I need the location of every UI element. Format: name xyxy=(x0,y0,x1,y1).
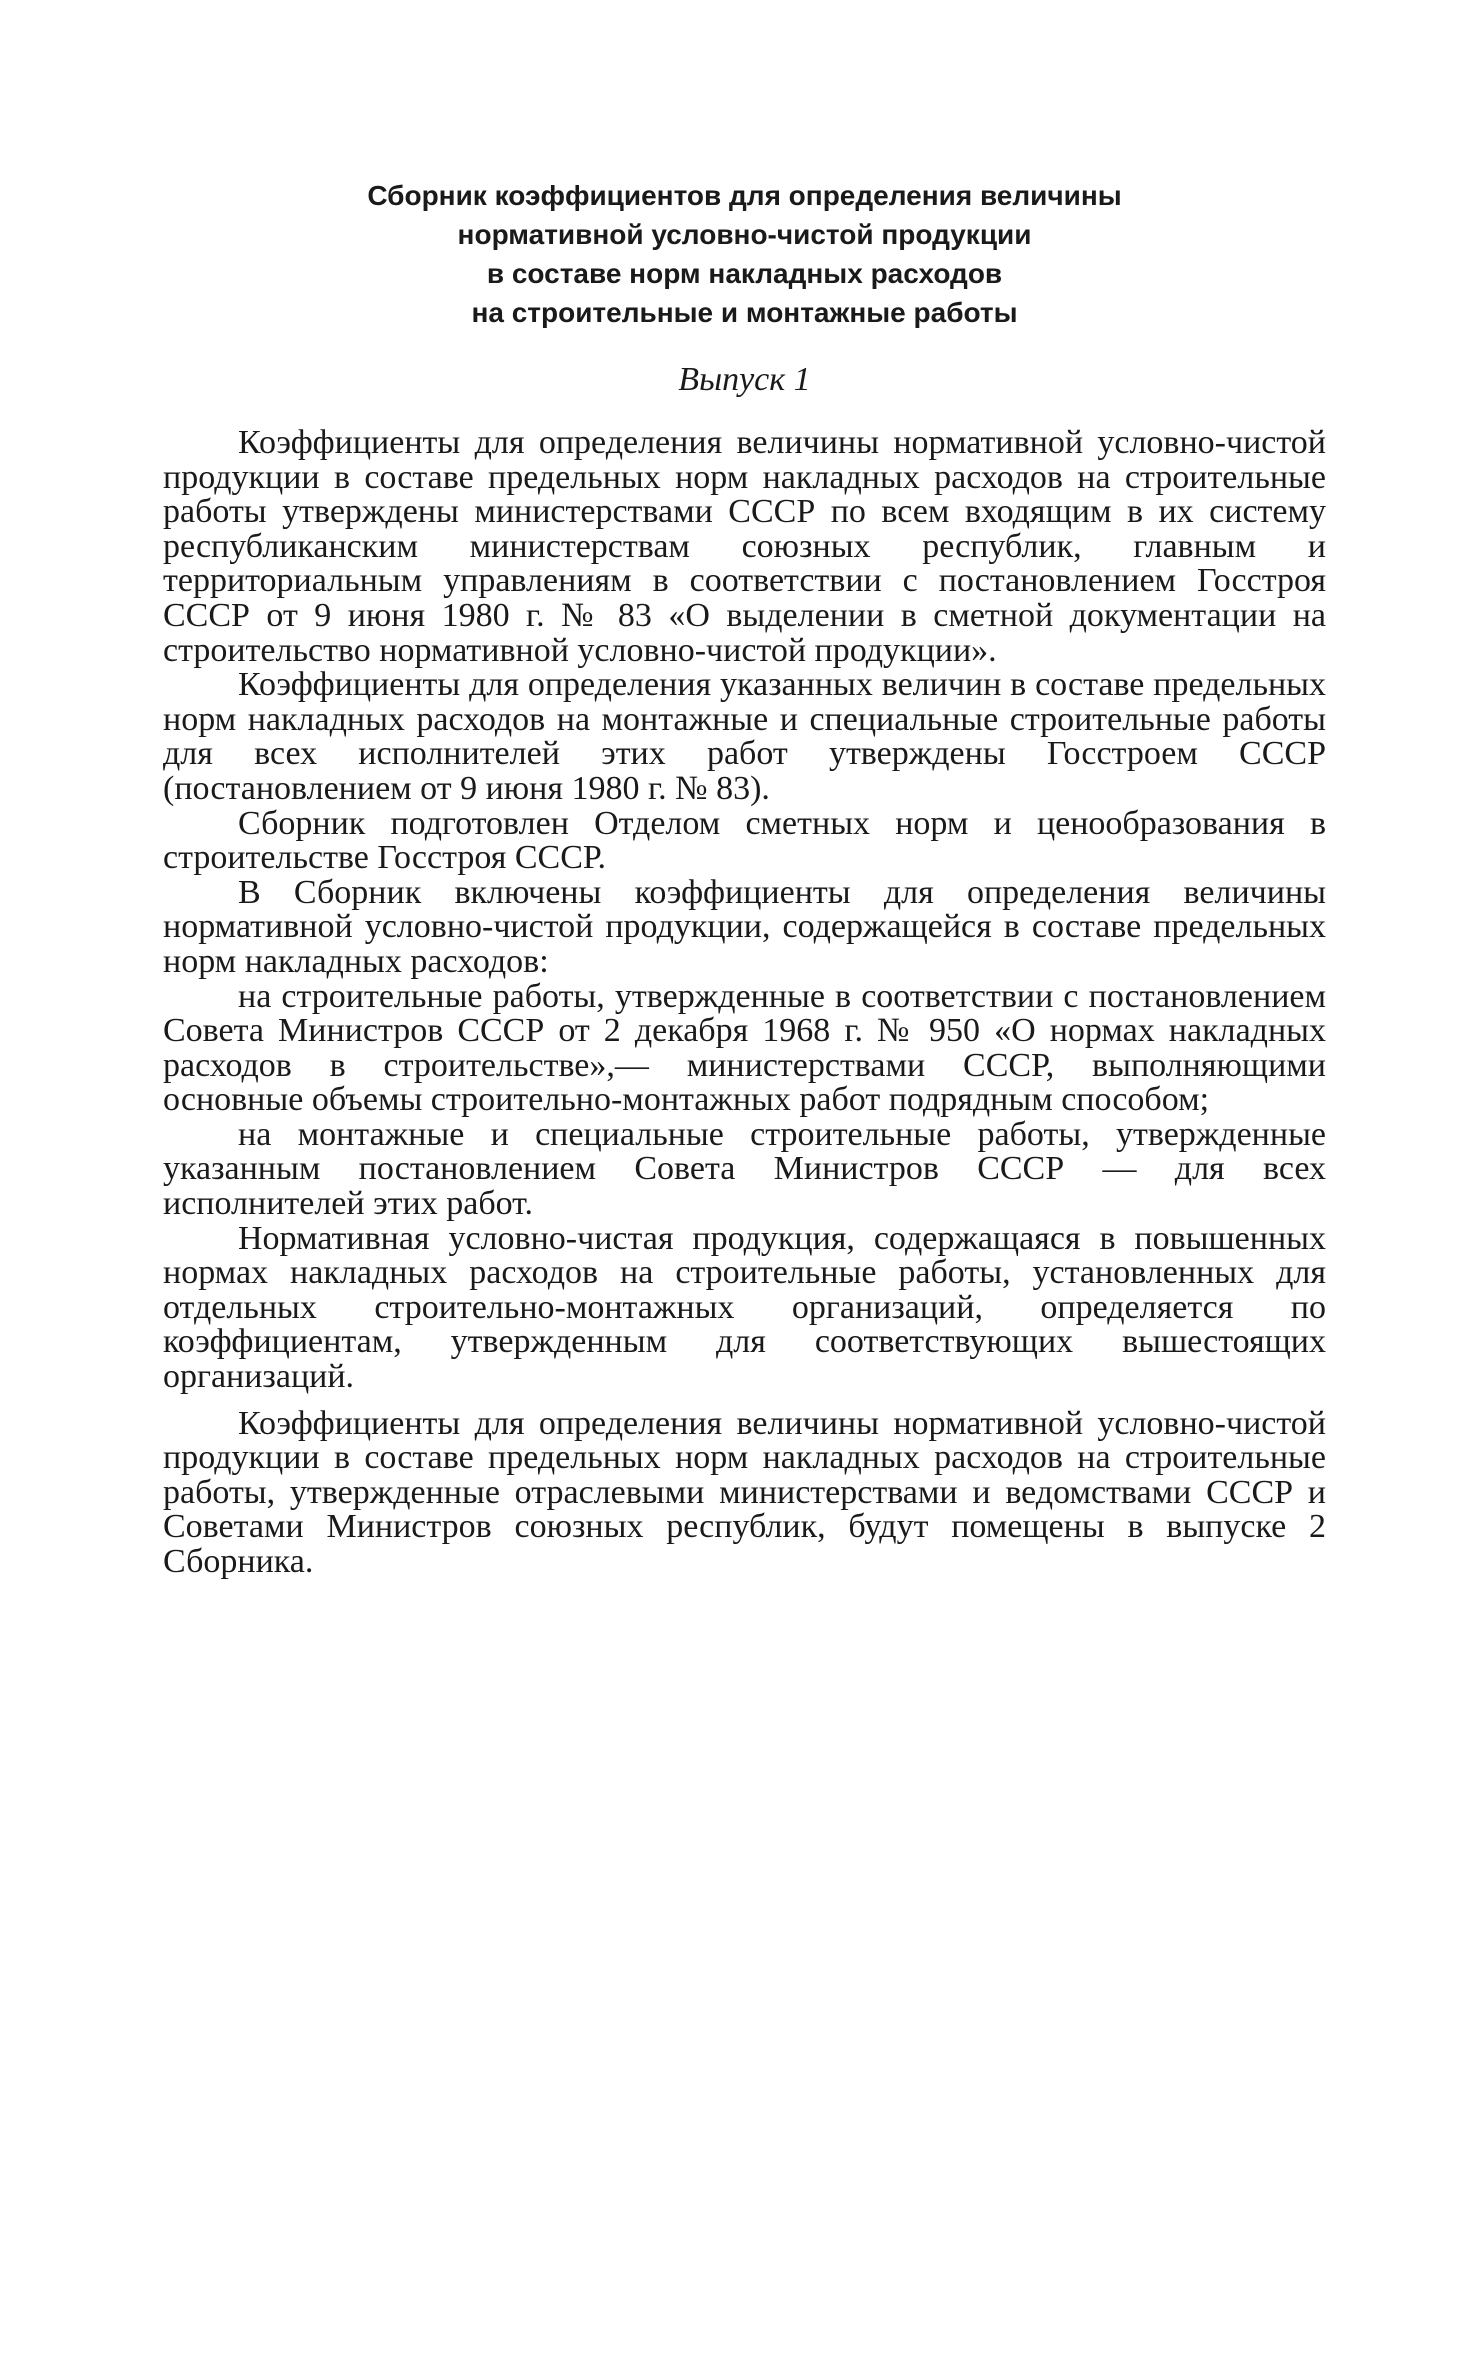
title-line: на строительные и монтажные работы xyxy=(471,297,1018,328)
paragraph: В Сборник включены коэффициенты для определения величины нормативной условно-чистой продукции, содержащейся в составе предельных норм накладных расходов: xyxy=(163,873,1326,980)
paragraph: Коэффициенты для определения величины нормативной условно-чистой продукции в составе предельных норм накладных расходов на строительные работы, утвержденные отраслевыми министерствами и ведомствами СССР и Советами Министров союзных республик, будут помещены в выпуске 2 Сборника. xyxy=(163,1404,1326,1580)
paragraph: Коэффициенты для определения величины нормативной условно-чистой продукции в составе предельных норм накладных расходов на строительные работы утверждены министерствами СССР по всем входящим в их систему республиканским министерствам союзных республик, главным и территориальным управлениям в соответствии с постановлением Госстроя СССР от 9 июня 1980 г. № 83 «О выделении в сметной документации на строительство нормативной условно-чистой продукции». xyxy=(163,424,1326,669)
issue-label: Выпуск 1 xyxy=(678,361,811,398)
title-line: в составе норм накладных расходов xyxy=(486,258,1003,289)
document-body xyxy=(163,426,1326,1580)
paragraph: Нормативная условно-чистая продукция, содержащаяся в повышенных нормах накладных расходов на строительные работы, установленных для отдельных строительно-монтажных организаций, определяется по коэффициентам, утвержденным для соответствующих вышестоящих организаций. xyxy=(163,1219,1326,1396)
paragraph: Коэффициенты для определения указанных величин в составе предельных норм накладных расходов на монтажные и специальные строительные работы для всех исполнителей этих работ утверждены Госстроем СССР (постановлением от 9 июня 1980 г. № 83). xyxy=(163,666,1326,807)
title-line: нормативной условно-чистой продукции xyxy=(457,219,1032,250)
paragraph: на монтажные и специальные строительные работы, утвержденные указанным постановлением Совета Министров СССР — для всех исполнителей этих работ. xyxy=(163,1115,1326,1223)
paragraph: Сборник подготовлен Отделом сметных норм и ценообразования в строительстве Госстроя СССР. xyxy=(163,804,1326,877)
paragraph: на строительные работы, утвержденные в соответствии с постановлением Совета Министров СССР от 2 декабря 1968 г. № 950 «О нормах накладных расходов в строительстве»,— министерствами СССР, выполняющими основные объемы строительно-монтажных работ подрядным способом; xyxy=(163,977,1326,1119)
document-title xyxy=(163,176,1326,332)
document-page xyxy=(163,176,1326,1580)
title-line: Сборник коэффициентов для определения величины xyxy=(367,180,1122,211)
